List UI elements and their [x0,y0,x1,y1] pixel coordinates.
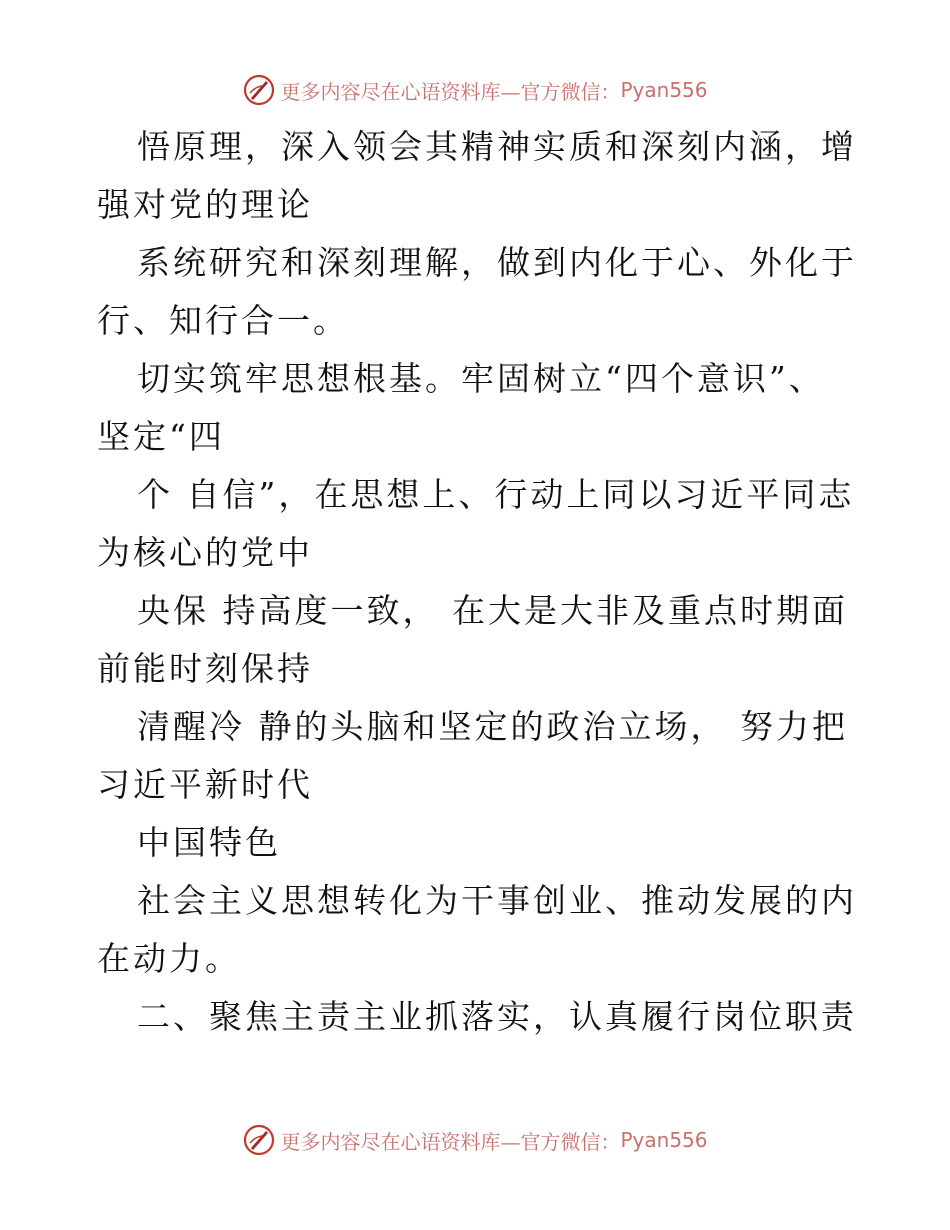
section-heading: 二、聚焦主责主业抓落实，认真履行岗位职责 [137,997,857,1036]
paragraph-2: 系统研究和深刻理解，做到内化于心、外化于行、知行合一。 [97,243,857,340]
paragraph-1: 悟原理，深入领会其精神实质和深刻内涵，增强对党的理论 [97,127,857,224]
paragraph-3: 切实筑牢思想根基。牢固树立“四个意识”、坚定“四 [97,359,825,456]
footer-wechat-id: Pyan556 [620,1128,708,1152]
footer-watermark-text: 更多内容尽在心语资料库—官方微信： [280,1129,621,1154]
page-footer-watermark [0,1120,950,1160]
document-body [97,118,857,1046]
header-watermark-text: 更多内容尽在心语资料库—官方微信： [280,79,621,104]
paragraph-7: 中国特色 [137,823,281,862]
quill-circle-logo-icon [242,1123,276,1157]
paragraph-6: 清醒冷 静的头脑和坚定的政治立场， 努力把习近平新时代 [97,707,848,804]
header-wechat-id: Pyan556 [620,78,708,102]
paragraph-4: 个 自信”，在思想上、行动上同以习近平同志为核心的党中 [97,475,855,572]
quill-circle-logo-icon [242,73,276,107]
paragraph-8: 社会主义思想转化为干事创业、推动发展的内在动力。 [97,881,857,978]
paragraph-5: 央保 持高度一致， 在大是大非及重点时期面前能时刻保持 [97,591,848,688]
page-header-watermark [0,70,950,110]
